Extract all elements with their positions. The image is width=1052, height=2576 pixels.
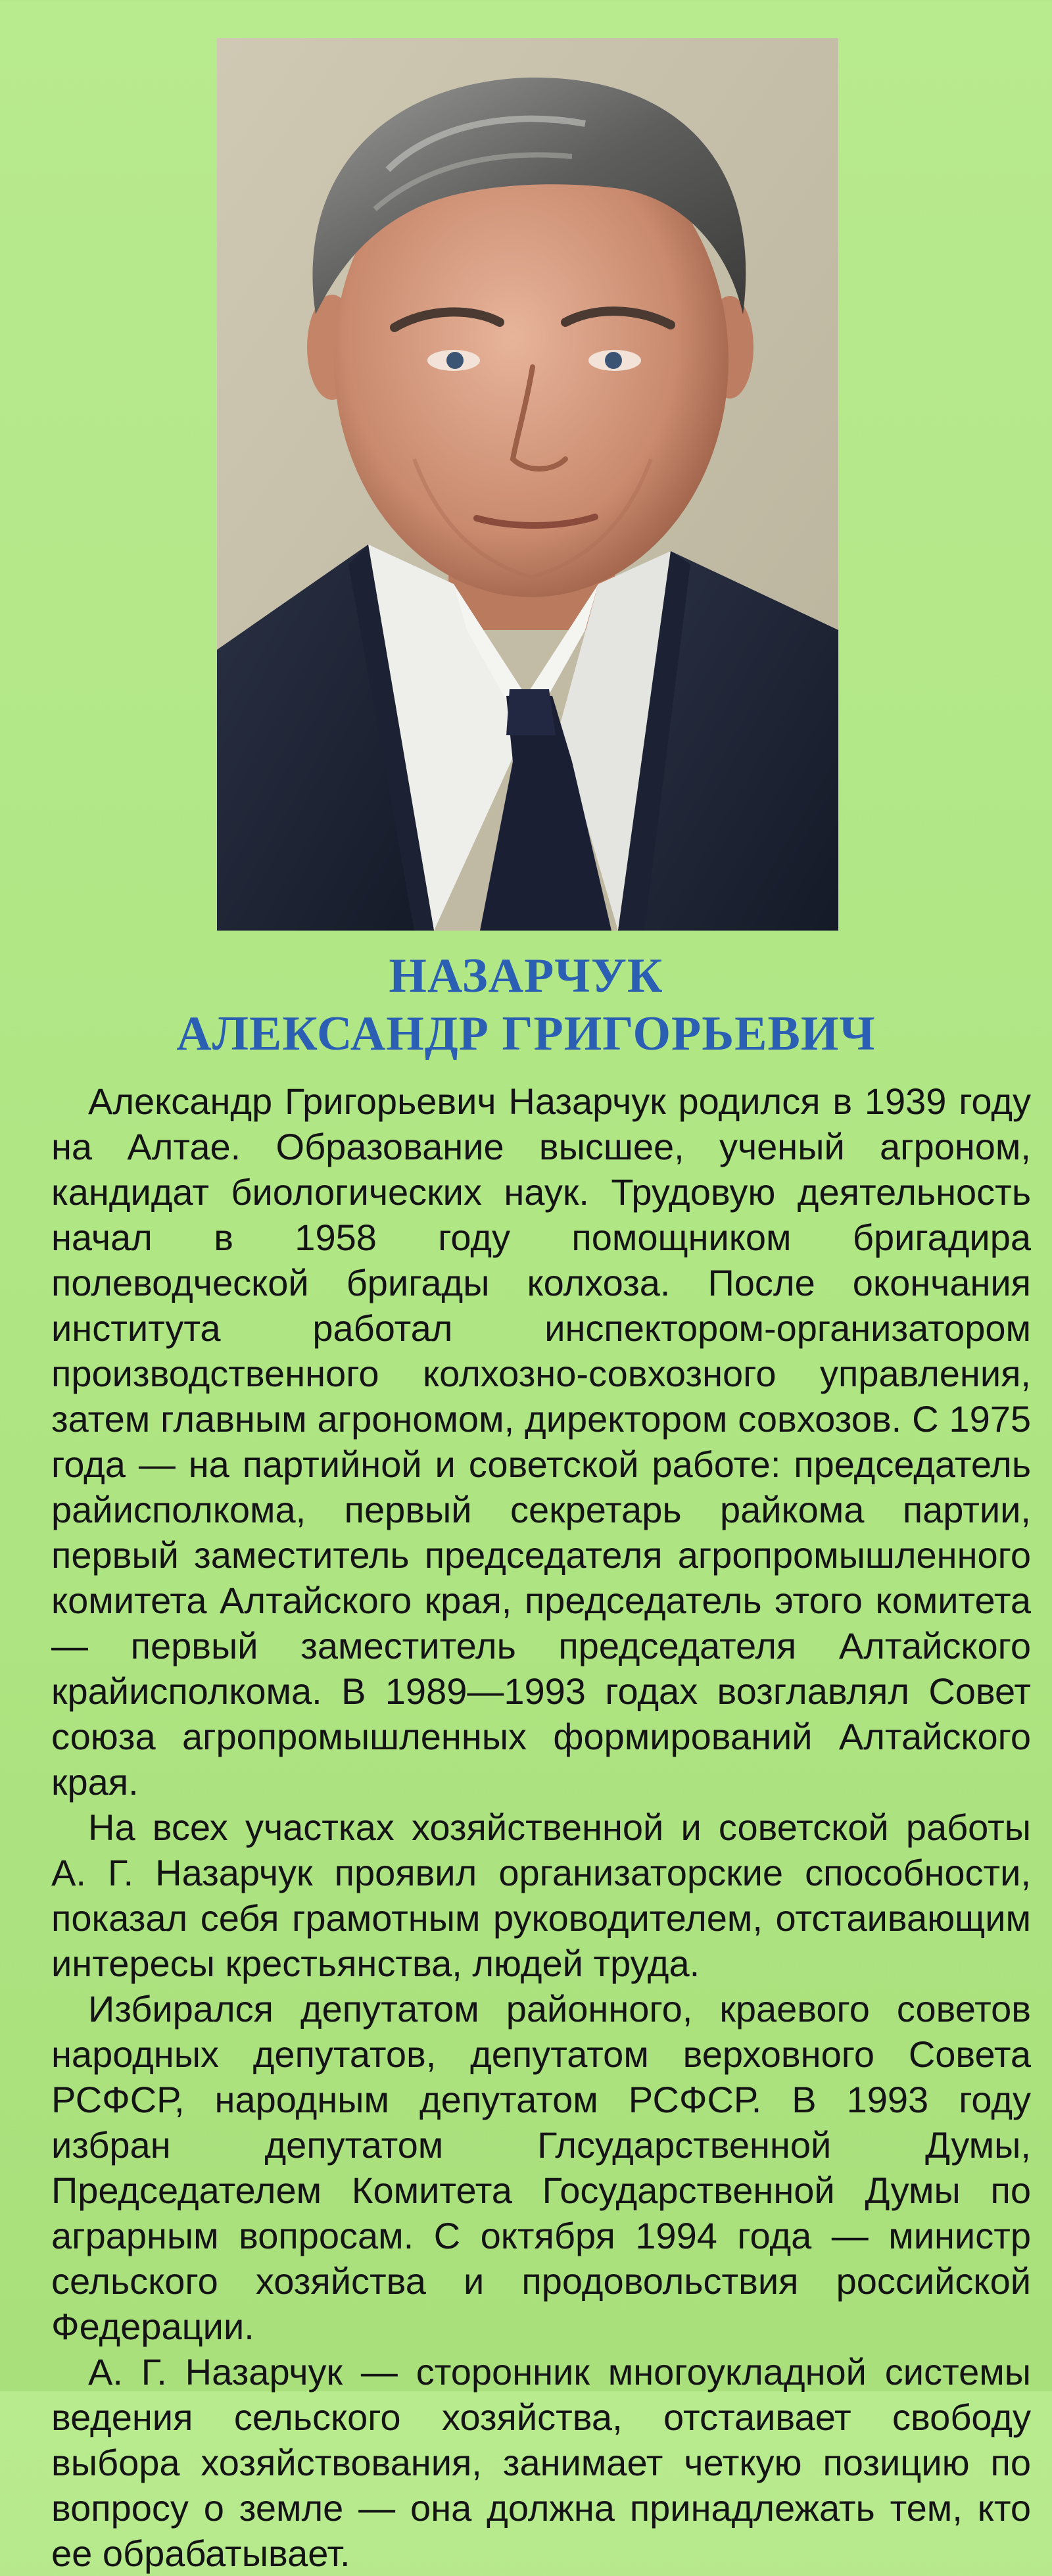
portrait-photo	[217, 38, 838, 931]
biography-paragraph: Александр Григорьевич Назарчук родился в 1939 году на Алтае. Образование высшее, ученый агроном, кандидат биологических наук. Трудовую деятельность начал в 1958 году помощником бригадира полеводческой бригады колхоза. После окончания института работал инспектором-организатором производственного колхозно-совхозного управления, затем главным агрономом, директором совхозов. С 1975 года — на партийной и советской работе: председатель райисполкома, первый секретарь райкома партии, первый заместитель председателя агропромышленного комитета Алтайского края, председатель этого комитета — первый заместитель председателя Алтайского крайисполкома. В 1989—1993 годах возглавлял Совет союза агропромышленных формирований Алтайского края.	[51, 1081, 1031, 1803]
biography-paragraph: Избирался депутатом районного, краевого советов народных депутатов, депутатом верховного Совета РСФСР, народным депутатом РСФСР. В 1993 году избран депутатом Глсударственной Думы, Председателем Комитета Государственной Думы по аграрным вопросам. С октября 1994 года — министр сельского хозяйства и продовольствия российской Федерации.	[51, 1988, 1031, 2347]
given-name-heading: АЛЕКСАНДР ГРИГОРЬЕВИЧ	[176, 1007, 876, 1061]
biography-text	[51, 1079, 1031, 2576]
portrait-illustration	[217, 38, 838, 931]
biography-paragraph: На всех участках хозяйственной и советской работы А. Г. Назарчук проявил организаторские способности, показал себя грамотным руководителем, отстаивающим интересы крестьянства, людей труда.	[51, 1807, 1031, 1984]
surname-heading: НАЗАРЧУК	[389, 949, 663, 1003]
biography-paragraph: А. Г. Назарчук — сторонник многоукладной системы ведения сельского хозяйства, отстаивает свободу выбора хозяйствования, занимает четкую позицию по вопросу о земле — она должна принадлежать тем, кто ее обрабатывает.	[51, 2351, 1031, 2574]
